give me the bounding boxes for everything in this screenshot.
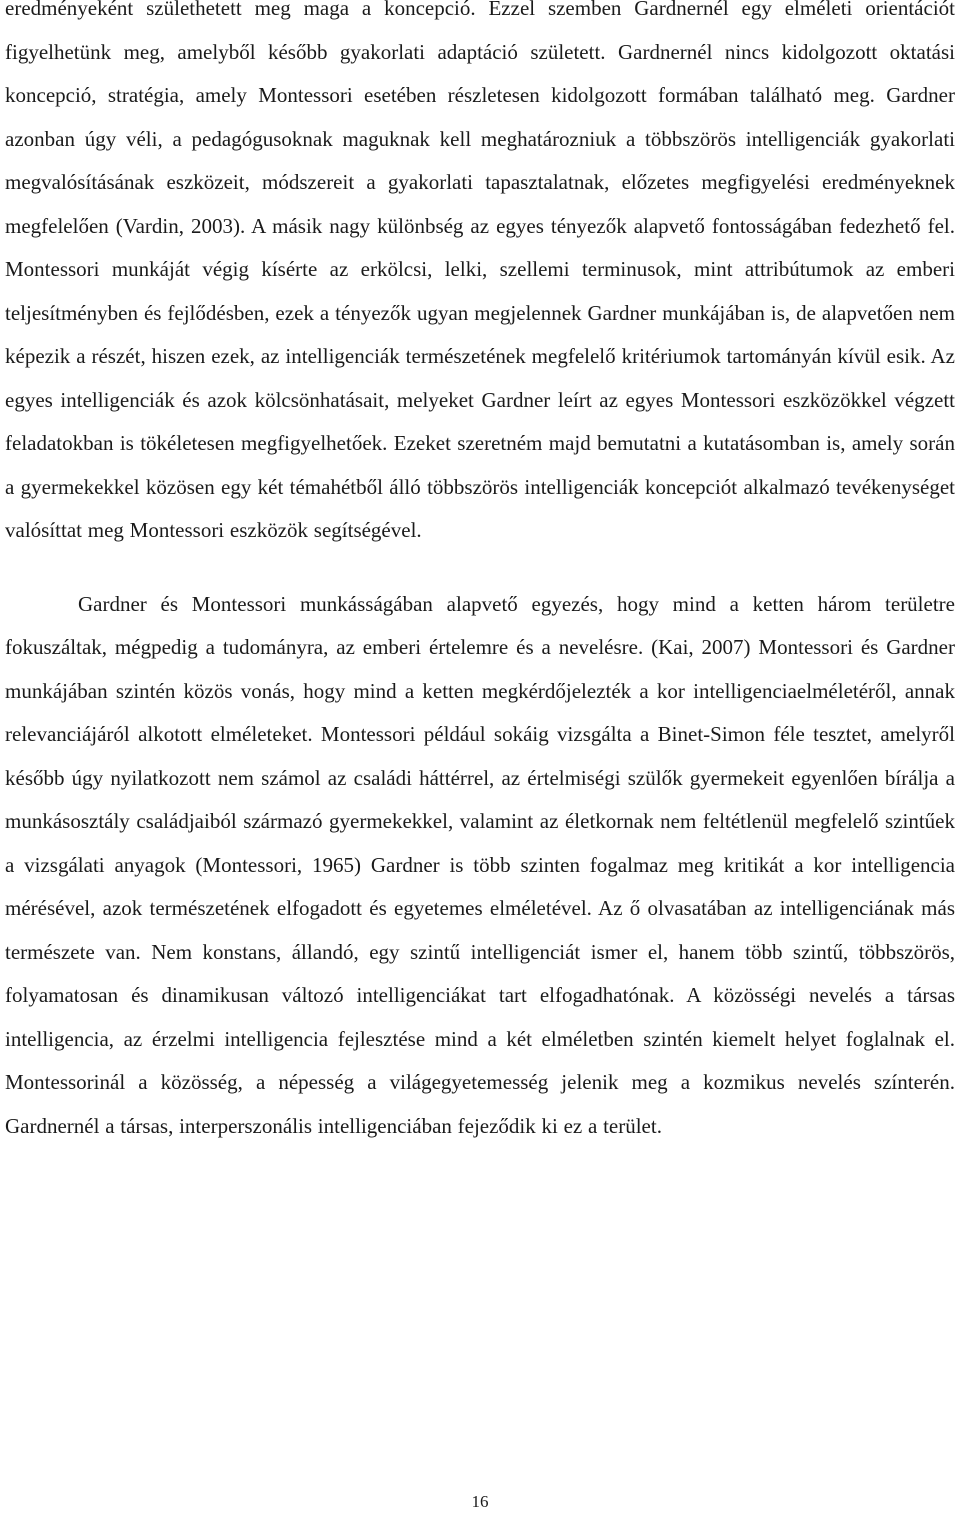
body-paragraph-2: Gardner és Montessori munkásságában alapvető egyezés, hogy mind a ketten három területre fokuszáltak, mégpedig a tudományra, az emberi értelemre és a nevelésre. (Kai, 2007) Montessori és Gardner munkájában szintén közös vonás, hogy mind a ketten megkérdőjelezték a kor intelligenciaelméletéről, annak relevanciájáról alkotott elméleteket. Montessori például sokáig vizsgálta a Binet-Simon féle tesztet, amelyről később úgy nyilatkozott nem számol az családi háttérrel, az értelmiségi szülők gyermekeit egyenlően bírálja a munkásosztály családjaiból származó gyermekekkel, valamint az életkornak nem feltétlenül megfelelő szintűek a vizsgálati anyagok (Montessori, 1965) Gardner is több szinten fogalmaz meg kritikát a kor intelligencia mérésével, azok természetének elfogadott és egyetemes elméletével. Az ő olvasatában az intelligenciának más természete van. Nem konstans, állandó, egy szintű intelligenciát ismer el, hanem több szintű, többszörös, folyamatosan és dinamikusan változó intelligenciákat tart elfogadhatónak. A közösségi nevelés a társas intelligencia, az érzelmi intelligencia fejlesztése mind a két elméletben szintén kiemelt helyet foglalnak el. Montessorinál a közösség, a népesség a világegyetemesség jelenik meg a kozmikus nevelés színterén. Gardnernél a társas, interperszonális intelligenciában fejeződik ki ez a terület. bbox=[5, 591, 955, 1138]
document-page bbox=[5, 0, 955, 1148]
page-number: 16 bbox=[471, 1492, 489, 1511]
body-paragraph-1: eredményeként születhetett meg maga a koncepció. Ezzel szemben Gardnernél egy elméleti orientációt figyelhetünk meg, amelyből később gyakorlati adaptáció született. Gardnernél nincs kidolgozott oktatási koncepció, stratégia, amely Montessori esetében részletesen kidolgozott formában található meg. Gardner azonban úgy véli, a pedagógusoknak maguknak kell meghatározniuk a többszörös intelligenciák gyakorlati megvalósításának eszközeit, módszereit a gyakorlati tapasztalatnak, előzetes megfigyelési eredményeknek megfelelően (Vardin, 2003). A másik nagy különbség az egyes tényezők alapvető fontosságában fedezhető fel. Montessori munkáját végig kísérte az erkölcsi, lelki, szellemi terminusok, mint attribútumok az emberi teljesítményben és fejlődésben, ezek a tényezők ugyan megjelennek Gardner munkájában is, de alapvetően nem képezik a részét, hiszen ezek, az intelligenciák természetének megfelelő kritériumok tartományán kívül esik. Az egyes intelligenciák és azok kölcsönhatásait, melyeket Gardner leírt az egyes Montessori eszközökkel végzett feladatokban is tökéletesen megfigyelhetőek. Ezeket szeretném majd bemutatni a kutatásomban is, amely során a gyermekekkel közösen egy két témahétből álló többszörös intelligenciák koncepciót alkalmazó tevékenységet valósíttat meg Montessori eszközök segítségével. bbox=[5, 0, 955, 542]
